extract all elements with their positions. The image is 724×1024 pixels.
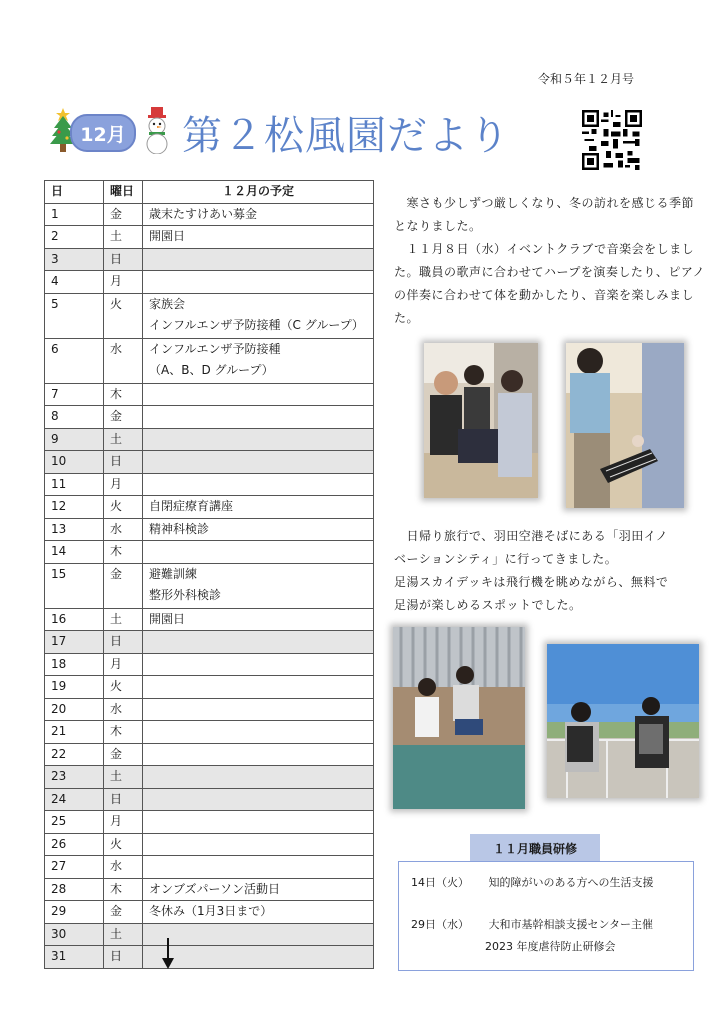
day-cell: 16: [45, 608, 104, 631]
event-cell: [143, 608, 374, 631]
event-text: 家族会: [149, 296, 186, 311]
event-cell: [143, 451, 374, 474]
down-arrow-icon: [158, 938, 178, 970]
table-header-row: [45, 181, 374, 204]
weekday-cell: 火: [104, 833, 143, 856]
text-line: １１月８日（水）イベントクラブで音楽会をしまし: [394, 242, 695, 256]
day-cell: 22: [45, 743, 104, 766]
weekday-cell: 金: [104, 743, 143, 766]
weekday-cell: 火: [104, 293, 143, 338]
event-cell: [143, 856, 374, 879]
training-topic-line: 2023 年度虐待防止研修会: [485, 940, 616, 953]
weekday-cell: 月: [104, 811, 143, 834]
event-cell: [143, 226, 374, 249]
text-line: 足湯スカイデッキは飛行機を眺めながら、無料で: [394, 575, 669, 589]
table-row: [45, 271, 374, 294]
table-row: [45, 518, 374, 541]
weekday-cell: 月: [104, 271, 143, 294]
day-cell: 10: [45, 451, 104, 474]
day-cell: 30: [45, 923, 104, 946]
table-row: [45, 541, 374, 564]
qr-code[interactable]: [582, 110, 642, 170]
newsletter-title: 第２松風園だより: [182, 113, 510, 159]
day-cell: 19: [45, 676, 104, 699]
day-cell: 13: [45, 518, 104, 541]
table-row: [45, 248, 374, 271]
column-header-weekday: 曜日: [104, 181, 143, 204]
event-cell: [143, 788, 374, 811]
day-cell: 23: [45, 766, 104, 789]
table-row: [45, 608, 374, 631]
article-music-concert: [394, 192, 710, 330]
event-cell: [143, 721, 374, 744]
training-item: [411, 916, 653, 932]
column-header-day: 日: [45, 181, 104, 204]
text-line: 足湯が楽しめるスポットでした。: [394, 598, 582, 612]
weekday-cell: 水: [104, 338, 143, 383]
day-cell: 28: [45, 878, 104, 901]
event-cell: [143, 271, 374, 294]
photo-foot-bath: [393, 627, 525, 809]
training-topic: 大和市基幹相談支援センター主催: [488, 918, 654, 931]
event-cell: [143, 676, 374, 699]
table-row: [45, 338, 374, 383]
event-text: 開園日: [149, 229, 186, 243]
event-cell: [143, 743, 374, 766]
event-text: 精神科検診: [149, 521, 210, 536]
training-item: [411, 874, 654, 890]
day-cell: 7: [45, 383, 104, 406]
table-row: [45, 293, 374, 338]
training-section-title: １１月職員研修: [470, 834, 600, 862]
day-cell: 9: [45, 428, 104, 451]
day-cell: 20: [45, 698, 104, 721]
event-text: 自閉症療育講座: [149, 499, 234, 513]
training-date: 29日（水）: [411, 918, 469, 931]
event-text: インフルエンザ予防接種: [149, 341, 281, 356]
day-cell: 24: [45, 788, 104, 811]
weekday-cell: 日: [104, 788, 143, 811]
table-row: [45, 428, 374, 451]
table-row: [45, 743, 374, 766]
event-cell: [143, 338, 374, 383]
table-row: [45, 811, 374, 834]
day-cell: 14: [45, 541, 104, 564]
weekday-cell: 火: [104, 496, 143, 519]
weekday-cell: 木: [104, 383, 143, 406]
weekday-cell: 日: [104, 946, 143, 969]
weekday-cell: 金: [104, 203, 143, 226]
day-cell: 27: [45, 856, 104, 879]
day-cell: 2: [45, 226, 104, 249]
table-row: [45, 226, 374, 249]
table-row: [45, 698, 374, 721]
text-line: となりました。: [394, 219, 482, 233]
photo-harp-group: [424, 343, 538, 498]
day-cell: 12: [45, 496, 104, 519]
table-row: [45, 901, 374, 924]
event-cell: [143, 383, 374, 406]
table-row: [45, 946, 374, 969]
photo-harp-playing: [566, 343, 684, 508]
weekday-cell: 土: [104, 608, 143, 631]
table-row: [45, 856, 374, 879]
day-cell: 17: [45, 631, 104, 654]
weekday-cell: 水: [104, 856, 143, 879]
weekday-cell: 月: [104, 473, 143, 496]
table-row: [45, 766, 374, 789]
issue-date: 令和５年１２月号: [538, 72, 635, 86]
day-cell: 29: [45, 901, 104, 924]
weekday-cell: 金: [104, 406, 143, 429]
event-cell: [143, 811, 374, 834]
training-topic: 知的障がいのある方への生活支援: [488, 876, 654, 889]
event-cell: [143, 698, 374, 721]
weekday-cell: 日: [104, 451, 143, 474]
day-cell: 26: [45, 833, 104, 856]
event-text: インフルエンザ予防接種（C グループ）: [149, 318, 364, 332]
table-row: [45, 563, 374, 608]
day-cell: 11: [45, 473, 104, 496]
day-cell: 8: [45, 406, 104, 429]
table-row: [45, 833, 374, 856]
text-line: た。職員の歌声に合わせてハープを演奏したり、ピアノ: [394, 265, 705, 279]
table-row: [45, 473, 374, 496]
weekday-cell: 土: [104, 923, 143, 946]
day-cell: 1: [45, 203, 104, 226]
day-cell: 25: [45, 811, 104, 834]
schedule-body: [45, 203, 374, 968]
event-cell: [143, 406, 374, 429]
weekday-cell: 木: [104, 878, 143, 901]
event-text: 避難訓練: [149, 566, 198, 581]
photo-sky-deck: [547, 644, 699, 798]
table-row: [45, 788, 374, 811]
weekday-cell: 水: [104, 518, 143, 541]
weekday-cell: 金: [104, 563, 143, 608]
text-line: た。: [394, 311, 420, 325]
weekday-cell: 水: [104, 698, 143, 721]
month-badge: 12月: [70, 114, 136, 152]
event-cell: [143, 473, 374, 496]
event-cell: [143, 541, 374, 564]
table-row: [45, 923, 374, 946]
event-cell: [143, 428, 374, 451]
event-cell: [143, 248, 374, 271]
weekday-cell: 土: [104, 226, 143, 249]
table-row: [45, 631, 374, 654]
table-row: [45, 676, 374, 699]
event-cell: [143, 653, 374, 676]
event-cell: [143, 833, 374, 856]
day-cell: 4: [45, 271, 104, 294]
event-text: 冬休み（1月3日まで）: [149, 904, 273, 918]
table-row: [45, 721, 374, 744]
table-row: [45, 203, 374, 226]
day-cell: 18: [45, 653, 104, 676]
december-schedule-table: [44, 180, 374, 969]
event-text: オンブズパーソン活動日: [149, 881, 281, 896]
day-cell: 21: [45, 721, 104, 744]
text-line: の伴奏に合わせて体を動かしたり、音楽を楽しみまし: [394, 288, 695, 302]
event-text: 整形外科検診: [149, 588, 222, 602]
event-cell: [143, 766, 374, 789]
event-cell: [143, 203, 374, 226]
day-cell: 5: [45, 293, 104, 338]
weekday-cell: 木: [104, 721, 143, 744]
weekday-cell: 土: [104, 428, 143, 451]
table-row: [45, 406, 374, 429]
snowman-icon: [142, 106, 172, 154]
training-date: 14日（火）: [411, 876, 469, 889]
event-cell: [143, 631, 374, 654]
table-row: [45, 383, 374, 406]
weekday-cell: 土: [104, 766, 143, 789]
weekday-cell: 火: [104, 676, 143, 699]
event-text: 開園日: [149, 611, 186, 626]
text-line: 日帰り旅行で、羽田空港そばにある「羽田イノ: [394, 529, 669, 543]
weekday-cell: 日: [104, 631, 143, 654]
text-line: ベーションシティ」に行ってきました。: [394, 552, 618, 566]
weekday-cell: 月: [104, 653, 143, 676]
article-day-trip: [394, 525, 710, 617]
event-cell: [143, 878, 374, 901]
day-cell: 6: [45, 338, 104, 383]
column-header-plan: １２月の予定: [143, 181, 374, 204]
weekday-cell: 日: [104, 248, 143, 271]
day-cell: 31: [45, 946, 104, 969]
weekday-cell: 金: [104, 901, 143, 924]
weekday-cell: 木: [104, 541, 143, 564]
table-row: [45, 496, 374, 519]
event-cell: [143, 901, 374, 924]
newsletter-header: [50, 104, 550, 159]
event-cell: [143, 563, 374, 608]
training-list: [398, 861, 694, 971]
text-line: 寒さも少しずつ厳しくなり、冬の訪れを感じる季節: [394, 196, 695, 210]
event-text: 歳末たすけあい募金: [149, 206, 258, 221]
table-row: [45, 451, 374, 474]
event-cell: [143, 293, 374, 338]
table-row: [45, 878, 374, 901]
day-cell: 15: [45, 563, 104, 608]
table-row: [45, 653, 374, 676]
event-text: （A、B、D グループ）: [149, 363, 274, 377]
day-cell: 3: [45, 248, 104, 271]
event-cell: [143, 518, 374, 541]
event-cell: [143, 496, 374, 519]
